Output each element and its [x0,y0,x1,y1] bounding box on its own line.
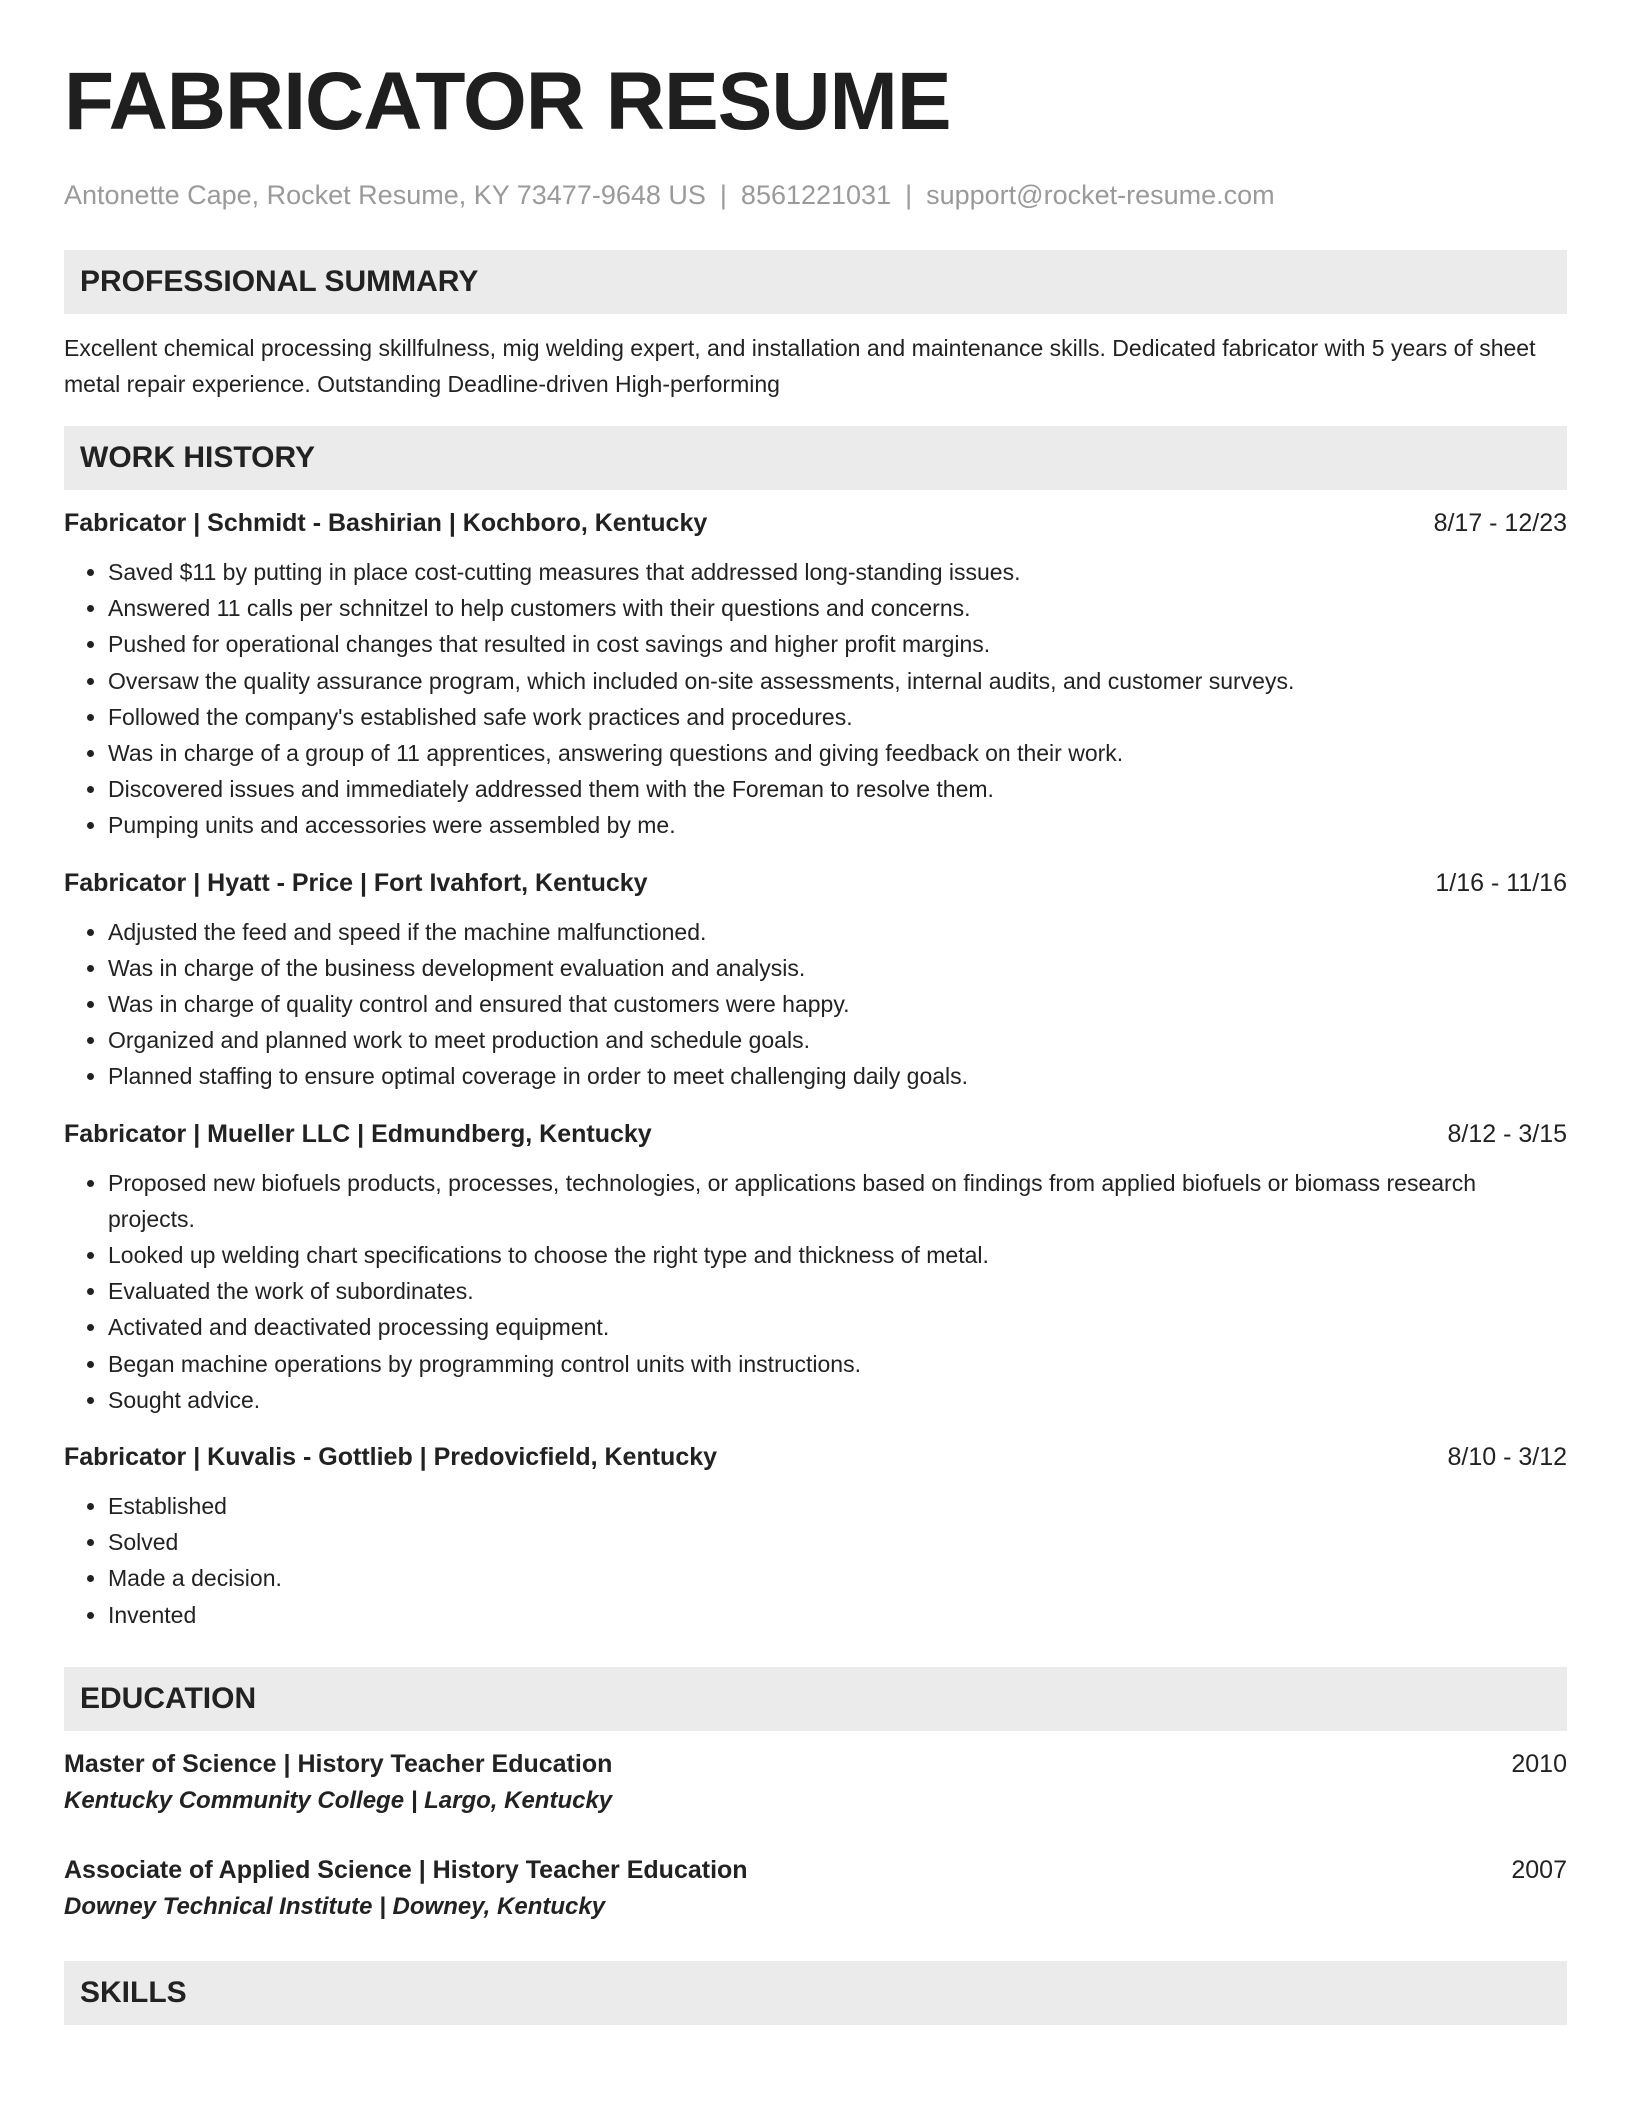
job-title: Fabricator | Mueller LLC | Edmundberg, Kentucky [64,1119,652,1148]
list-item: • Was in charge of the business development evaluation and analysis. [108,950,1567,986]
list-item: • Sought advice. [108,1382,1567,1418]
graduation-year: 2007 [1511,1855,1567,1884]
contact-separator: | [719,180,727,210]
list-item: • Oversaw the quality assurance program, which included on-site assessments, internal audits, and customer surveys. [108,663,1567,699]
list-item: • Looked up welding chart specifications to choose the right type and thickness of metal. [108,1237,1567,1273]
list-item: • Evaluated the work of subordinates. [108,1273,1567,1309]
degree: Associate of Applied Science | History Teacher Education [64,1855,748,1884]
job-bullets [64,1165,1567,1418]
resume-title: FABRICATOR RESUME [64,56,951,147]
section-heading-work-history: WORK HISTORY [64,426,1567,490]
job-dates: 8/17 - 12/23 [1433,509,1567,537]
summary-text: Excellent chemical processing skillfulness, mig welding expert, and installation and maintenance skills. Dedicated fabricator with 5 years of sheet metal repair experience. Outstanding Deadline-driven High-performing [64,335,1536,397]
job-title: Fabricator | Kuvalis - Gottlieb | Predovicfield, Kentucky [64,1443,718,1472]
job-header [64,1117,1567,1151]
education-header [64,1747,1567,1781]
list-item: • Saved $11 by putting in place cost-cutting measures that addressed long-standing issues. [108,554,1567,590]
job-entry [64,866,1567,1095]
job-title: Fabricator | Hyatt - Price | Fort Ivahfort, Kentucky [64,868,648,897]
degree: Master of Science | History Teacher Education [64,1749,613,1778]
job-entry [64,506,1567,844]
list-item: • Established [108,1488,1567,1524]
job-bullets [64,1488,1567,1633]
job-dates: 8/12 - 3/15 [1447,1119,1567,1148]
list-item: • Proposed new biofuels products, processes, technologies, or applications based on findings from applied biofuels or biomass research projects. [108,1165,1567,1237]
job-header [64,1440,1567,1474]
graduation-year: 2010 [1511,1749,1567,1778]
job-bullets [64,914,1567,1095]
list-item: • Began machine operations by programming control units with instructions. [108,1346,1567,1382]
contact-address: Antonette Cape, Rocket Resume, KY 73477-9648 US [64,180,706,210]
job-title: Fabricator | Schmidt - Bashirian | Kochboro, Kentucky [64,509,708,537]
list-item: • Followed the company's established safe work practices and procedures. [108,699,1567,735]
job-dates: 8/10 - 3/12 [1447,1443,1567,1472]
job-bullets [64,554,1567,844]
contact-email[interactable]: support@rocket-resume.com [926,180,1275,210]
list-item: • Was in charge of a group of 11 apprentices, answering questions and giving feedback on their work. [108,735,1567,771]
education-entry [64,1853,1567,1925]
list-item: • Discovered issues and immediately addressed them with the Foreman to resolve them. [108,771,1567,807]
list-item: • Organized and planned work to meet production and schedule goals. [108,1022,1567,1058]
job-header [64,506,1567,540]
list-item: • Pumping units and accessories were assembled by me. [108,807,1567,843]
resume-page [64,56,1567,2025]
list-item: • Answered 11 calls per schnitzel to help customers with their questions and concerns. [108,590,1567,626]
list-item: • Solved [108,1524,1567,1560]
school: Kentucky Community College | Largo, Kentucky [64,1786,613,1814]
contact-phone: 8561221031 [740,180,892,210]
section-heading-education: EDUCATION [64,1667,1567,1731]
contact-line [64,178,1567,212]
list-item: • Adjusted the feed and speed if the machine malfunctioned. [108,914,1567,950]
job-header [64,866,1567,900]
education-header [64,1853,1567,1887]
school: Downey Technical Institute | Downey, Kentucky [64,1892,606,1920]
job-dates: 1/16 - 11/16 [1435,868,1567,897]
section-heading-summary: PROFESSIONAL SUMMARY [64,250,1567,314]
list-item: • Made a decision. [108,1560,1567,1596]
section-heading-skills: SKILLS [64,1961,1567,2025]
list-item: • Planned staffing to ensure optimal coverage in order to meet challenging daily goals. [108,1058,1567,1094]
list-item: • Was in charge of quality control and ensured that customers were happy. [108,986,1567,1022]
list-item: • Invented [108,1597,1567,1633]
job-entry [64,1440,1567,1633]
list-item: • Activated and deactivated processing equipment. [108,1309,1567,1345]
contact-separator: | [905,180,913,210]
list-item: • Pushed for operational changes that resulted in cost savings and higher profit margins. [108,626,1567,662]
job-entry [64,1117,1567,1418]
education-entry [64,1747,1567,1819]
